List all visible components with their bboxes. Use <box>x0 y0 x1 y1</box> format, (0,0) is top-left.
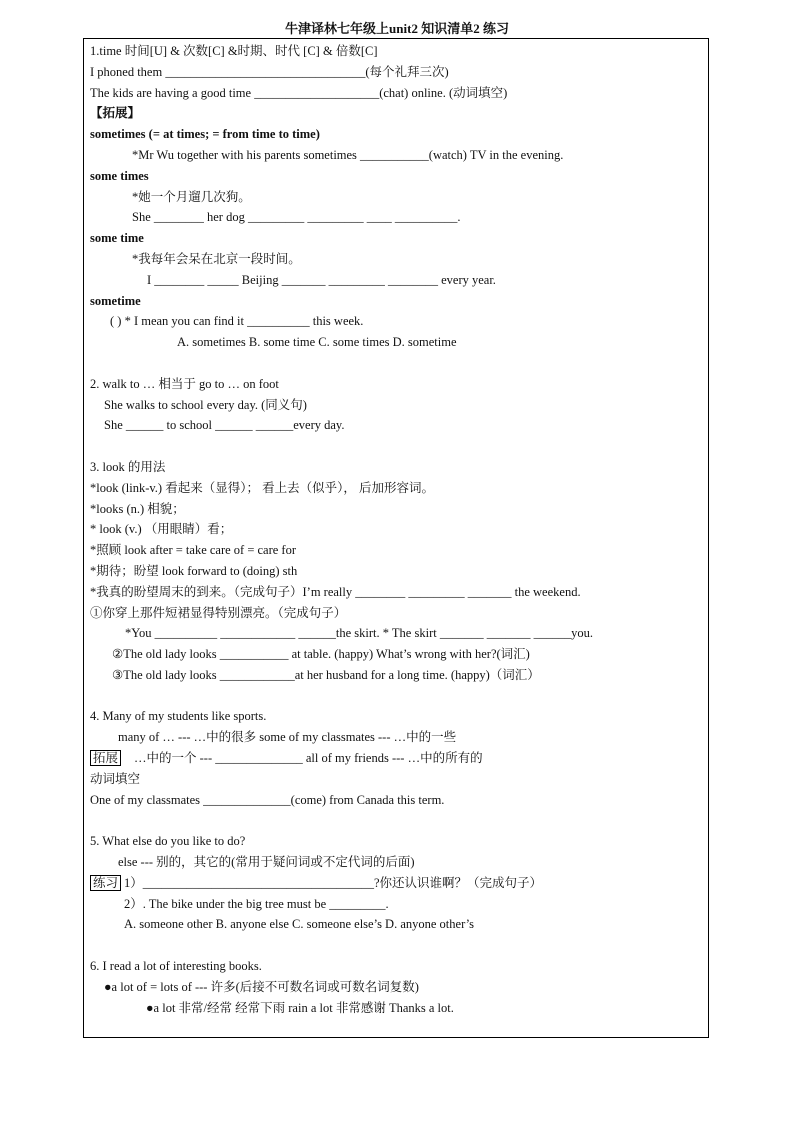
text-line: *You __________ ____________ ______the skirt. * The skirt _______ _______ ______you. <box>125 626 593 640</box>
text-line: I ________ _____ Beijing _______ _________ ________ every year. <box>147 273 496 287</box>
text-line: many of … --- …中的很多 some of my classmates --- …中的一些 <box>118 730 457 744</box>
text-line: A. someone other B. anyone else C. someone else’s D. anyone other’s <box>124 917 475 931</box>
lianxi-label <box>90 875 121 891</box>
text-line: *Mr Wu together with his parents sometimes ___________(watch) TV in the evening. <box>132 148 564 162</box>
text-line: 2. walk to … 相当于 go to … on foot <box>90 377 279 391</box>
text-line: She walks to school every day. (同义句) <box>104 398 307 412</box>
text-line: ①你穿上那件短裙显得特别漂亮。（完成句子） <box>90 606 347 620</box>
text-line: 2）. The bike under the big tree must be _________. <box>124 897 389 911</box>
text-line: *我真的盼望周末的到来。（完成句子）I’m really ________ _________ _______ the weekend. <box>90 585 581 599</box>
text-line: The kids are having a good time ____________________(chat) online. (动词填空) <box>90 86 508 100</box>
tuozhan-box: 拓展 <box>90 750 121 766</box>
text-line: *looks (n.) 相貌； <box>90 502 185 516</box>
text-line: *照顾 look after = take care of = care for <box>90 543 297 557</box>
text-line: some time <box>90 231 144 245</box>
text-line: …中的一个 --- ______________ all of my friends --- …中的所有的 <box>134 751 483 765</box>
text-line: else --- 别的，其它的(常用于疑问词或不定代词的后面) <box>118 855 415 869</box>
text-line: *我每年会呆在北京一段时间。 <box>132 252 301 266</box>
text-line: She ________ her dog _________ _________ ____ __________. <box>132 210 461 224</box>
text-line: ●a lot of = lots of --- 许多(后接不可数名词或可数名词复数) <box>104 980 419 994</box>
text-line: 1.time 时间[U] & 次数[C] &时期、时代 [C] & 倍数[C] <box>90 44 378 58</box>
text-line: 1）_____________________________________?你还认识谁啊？（完成句子） <box>124 876 543 890</box>
text-line: 3. look 的用法 <box>90 460 166 474</box>
text-line: sometimes (= at times; = from time to time) <box>90 127 320 141</box>
text-line: 5. What else do you like to do? <box>90 834 246 848</box>
text-line: sometime <box>90 294 141 308</box>
lianxi-box: 练习 <box>90 875 121 891</box>
page-title: 牛津译林七年级上unit2 知识清单2 练习 <box>285 21 509 36</box>
text-line: I phoned them ________________________________(每个礼拜三次) <box>90 65 449 79</box>
text-line: 动词填空 <box>90 772 141 786</box>
text-line: ②The old lady looks ___________ at table. (happy) What’s wrong with her?(词汇) <box>112 647 530 661</box>
text-line: ( ) * I mean you can find it __________ this week. <box>110 314 364 328</box>
text-line: *期待；盼望 look forward to (doing) sth <box>90 564 298 578</box>
text-line: ●a lot 非常/经常 经常下雨 rain a lot 非常感谢 Thanks a lot. <box>146 1001 454 1015</box>
text-line: One of my classmates ______________(come) from Canada this term. <box>90 793 445 807</box>
text-line: * look (v.) （用眼睛）看； <box>90 522 233 536</box>
text-line: A. sometimes B. some time C. some times D. sometime <box>177 335 457 349</box>
text-line: 6. I read a lot of interesting books. <box>90 959 262 973</box>
text-line: *look (link-v.) 看起来（显得）； 看上去（似乎）， 后加形容词。 <box>90 481 434 495</box>
text-line: She ______ to school ______ ______every day. <box>104 418 345 432</box>
text-line: ③The old lady looks ____________at her husband for a long time. (happy)（词汇） <box>112 668 540 682</box>
text-line: 4. Many of my students like sports. <box>90 709 267 723</box>
text-line: *她一个月遛几次狗。 <box>132 190 251 204</box>
text-line: some times <box>90 169 149 183</box>
tuozhan-label <box>90 750 121 766</box>
text-line: 【拓展】 <box>90 106 141 120</box>
